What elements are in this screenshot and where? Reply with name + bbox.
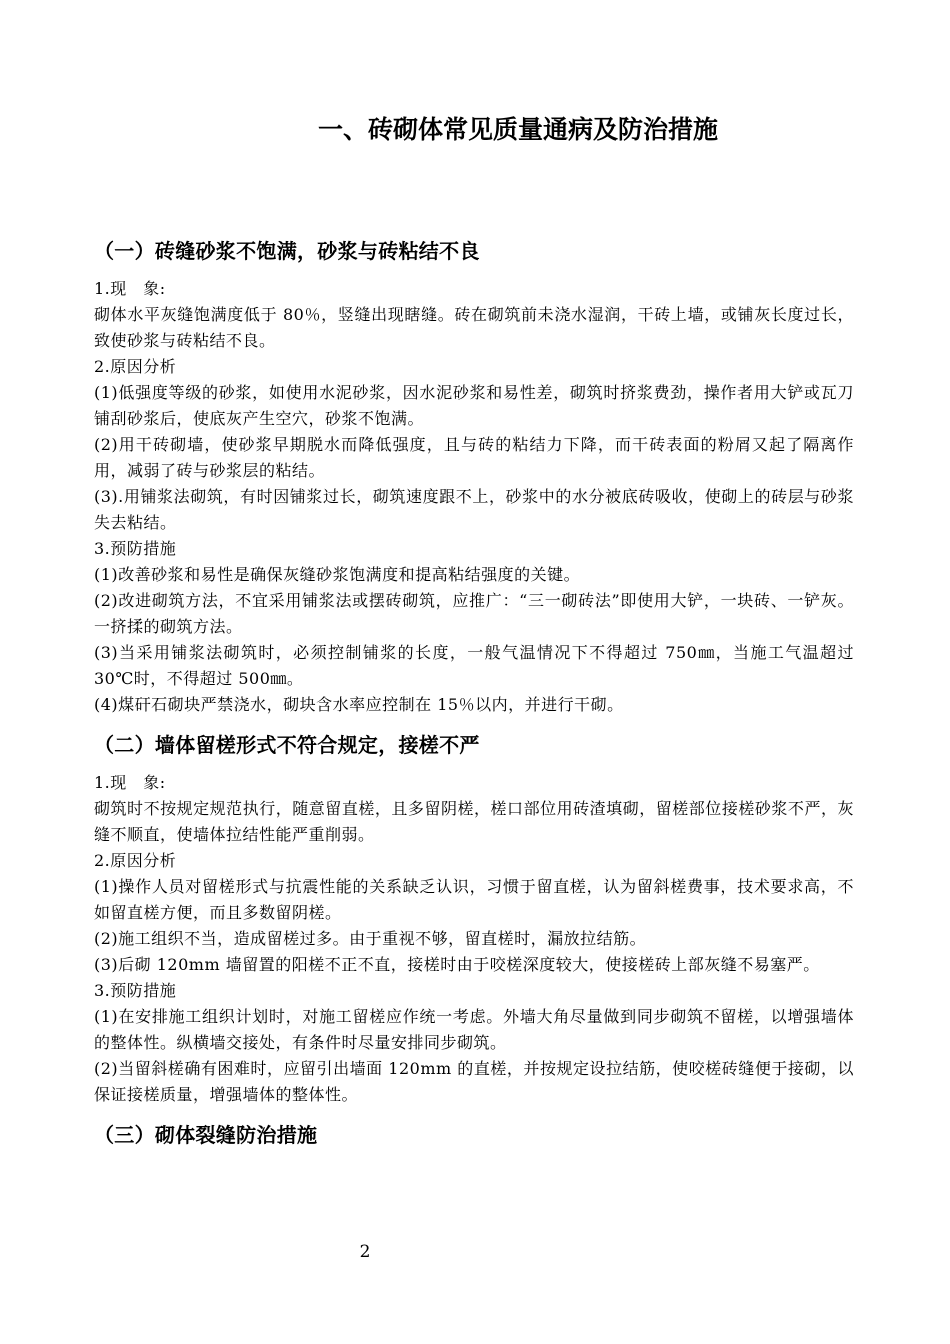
paragraph: (3).用铺浆法砌筑，有时因铺浆过长，砌筑速度跟不上，砂浆中的水分被底砖吸收，使砌上的砖层与砂浆失去粘结。 xyxy=(94,487,854,532)
paragraph: 2.原因分析 xyxy=(94,851,177,870)
section-3 xyxy=(94,1118,854,1152)
paragraph: (1)低强度等级的砂浆，如使用水泥砂浆，因水泥砂浆和易性差，砌筑时挤浆费劲，操作者用大铲或瓦刀铺刮砂浆后，使底灰产生空穴，砂浆不饱满。 xyxy=(94,383,854,428)
paragraph: 3.预防措施 xyxy=(94,981,177,1000)
section-heading: （三）砌体裂缝防治措施 xyxy=(94,1123,318,1147)
paragraph: 3.预防措施 xyxy=(94,539,177,558)
paragraph: (2)改进砌筑方法，不宜采用铺浆法或摆砖砌筑，应推广：“三一砌砖法”即使用大铲，一块砖、一铲灰。一挤揉的砌筑方法。 xyxy=(94,591,854,636)
paragraph: (2)施工组织不当，造成留槎过多。由于重视不够，留直槎时，漏放拉结筋。 xyxy=(94,929,647,948)
paragraph: (2)当留斜槎确有困难时，应留引出墙面 120mm 的直槎，并按规定设拉结筋，使咬槎砖缝便于接砌，以保证接槎质量，增强墙体的整体性。 xyxy=(94,1059,854,1104)
paragraph: 1.现 象: xyxy=(94,279,166,298)
paragraph: (3)当采用铺浆法砌筑时，必须控制铺浆的长度，一般气温情况下不得超过 750㎜，当施工气温超过 30℃时，不得超过 500㎜。 xyxy=(94,643,854,688)
paragraph: (1)在安排施工组织计划时，对施工留槎应作统一考虑。外墙大角尽量做到同步砌筑不留槎，以增强墙体的整体性。纵横墙交接处，有条件时尽量安排同步砌筑。 xyxy=(94,1007,854,1052)
paragraph: 2.原因分析 xyxy=(94,357,177,376)
paragraph: (1)操作人员对留槎形式与抗震性能的关系缺乏认识，习惯于留直槎，认为留斜槎费事，技术要求高，不如留直槎方便，而且多数留阴槎。 xyxy=(94,877,854,922)
section-heading: （一）砖缝砂浆不饱满，砂浆与砖粘结不良 xyxy=(94,239,480,263)
paragraph: 砌筑时不按规定规范执行，随意留直槎，且多留阴槎，槎口部位用砖渣填砌，留槎部位接槎砂浆不严，灰缝不顺直，使墙体拉结性能严重削弱。 xyxy=(94,799,854,844)
paragraph: 砌体水平灰缝饱满度低于 80％，竖缝出现瞎缝。砖在砌筑前未浇水湿润，干砖上墙，或铺灰长度过长，致使砂浆与砖粘结不良。 xyxy=(94,305,854,350)
paragraph: 1.现 象: xyxy=(94,773,166,792)
section-1 xyxy=(94,234,854,718)
paragraph: (3)后砌 120mm 墙留置的阳槎不正不直，接槎时由于咬槎深度较大，使接槎砖上部灰缝不易塞严。 xyxy=(94,955,820,974)
document-title: 一、砖砌体常见质量通病及防治措施 xyxy=(317,115,718,144)
paragraph: (2)用干砖砌墙，使砂浆早期脱水而降低强度，且与砖的粘结力下降，而干砖表面的粉屑又起了隔离作用，减弱了砖与砂浆层的粘结。 xyxy=(94,435,854,480)
section-2 xyxy=(94,728,854,1108)
page-number: 2 xyxy=(359,1242,371,1262)
document-body xyxy=(94,234,854,1162)
section-heading: （二）墙体留槎形式不符合规定，接槎不严 xyxy=(94,733,480,757)
paragraph: (1)改善砂浆和易性是确保灰缝砂浆饱满度和提高粘结强度的关键。 xyxy=(94,565,581,584)
paragraph: (4)煤矸石砌块严禁浇水，砌块含水率应控制在 15％以内，并进行干砌。 xyxy=(94,695,624,714)
